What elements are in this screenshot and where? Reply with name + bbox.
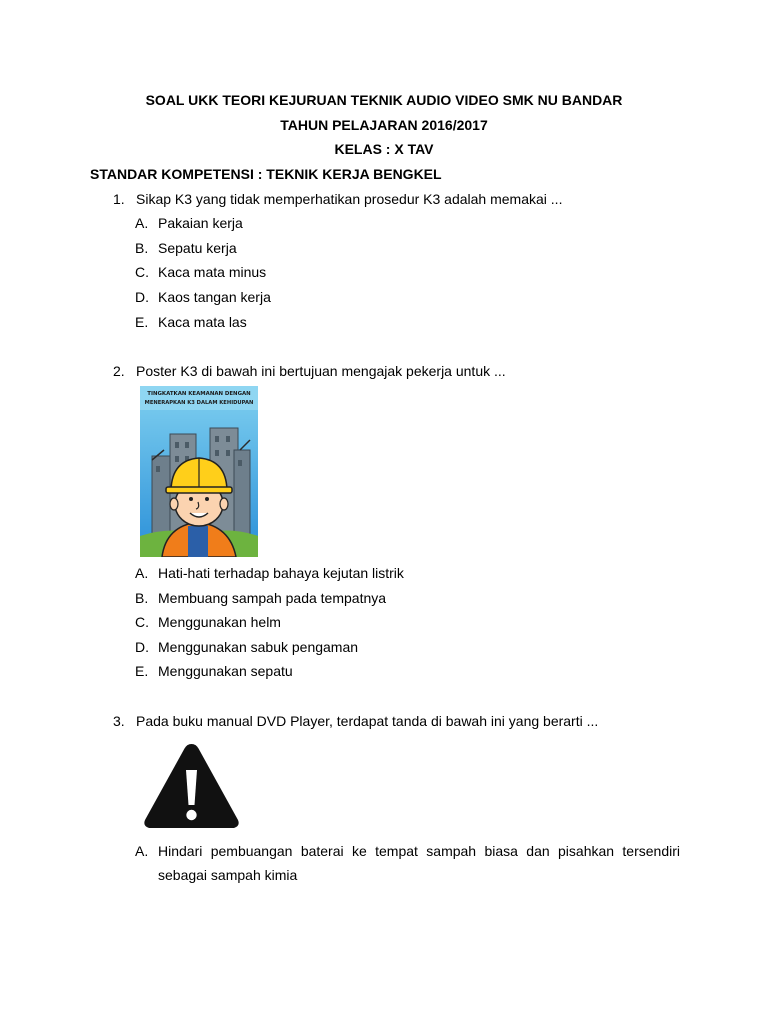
option-text: Kaca mata las	[158, 314, 247, 330]
title-line-3: KELAS : X TAV	[334, 141, 434, 157]
q1-option-b	[135, 240, 680, 256]
question-1	[113, 191, 683, 207]
question-number: 1.	[113, 191, 125, 207]
question-text: Pada buku manual DVD Player, terdapat tanda di bawah ini yang berarti ...	[136, 713, 599, 729]
option-letter: B.	[135, 590, 149, 606]
poster-caption-line-2: MENERAPKAN K3 DALAM KEHIDUPAN	[144, 400, 254, 406]
option-letter: E.	[135, 314, 149, 330]
competency-standard: STANDAR KOMPETENSI : TEKNIK KERJA BENGKEL	[90, 166, 442, 182]
option-text: Membuang sampah pada tempatnya	[158, 590, 387, 606]
option-text: Kaos tangan kerja	[158, 289, 271, 305]
option-text: Pakaian kerja	[158, 215, 243, 231]
option-text: Sepatu kerja	[158, 240, 237, 256]
option-letter: A.	[135, 565, 149, 581]
q1-option-c	[135, 264, 680, 280]
warning-triangle-icon	[142, 740, 241, 832]
title-line-2: TAHUN PELAJARAN 2016/2017	[280, 117, 488, 133]
option-text: Menggunakan helm	[158, 614, 281, 630]
option-letter: A.	[135, 843, 149, 859]
q2-option-e	[135, 663, 680, 679]
q1-option-d	[135, 289, 680, 305]
option-letter: B.	[135, 240, 149, 256]
question-3	[113, 713, 683, 729]
option-text: Menggunakan sepatu	[158, 663, 293, 679]
question-number: 2.	[113, 363, 125, 379]
option-letter: A.	[135, 215, 149, 231]
q1-option-a	[135, 215, 680, 231]
q2-option-b	[135, 590, 680, 606]
q1-option-e	[135, 314, 680, 330]
option-letter: C.	[135, 614, 149, 630]
q2-option-c	[135, 614, 680, 630]
q2-option-d	[135, 639, 680, 655]
q2-option-a	[135, 565, 680, 581]
option-letter: D.	[135, 639, 149, 655]
option-text: Menggunakan sabuk pengaman	[158, 639, 359, 655]
option-text: Hindari pembuangan baterai ke tempat sampah biasa dan pisahkan tersendiri sebagai sampah kimia	[158, 843, 680, 883]
question-text: Poster K3 di bawah ini bertujuan mengajak pekerja untuk ...	[136, 363, 506, 379]
option-text: Kaca mata minus	[158, 264, 267, 280]
question-2	[113, 363, 683, 379]
option-letter: C.	[135, 264, 149, 280]
option-letter: E.	[135, 663, 149, 679]
q3-option-a	[135, 839, 680, 887]
option-letter: D.	[135, 289, 149, 305]
question-number: 3.	[113, 713, 125, 729]
poster-caption-line-1: TINGKATKAN KEAMANAN DENGAN	[147, 391, 251, 397]
title-line-1: SOAL UKK TEORI KEJURUAN TEKNIK AUDIO VIDEO SMK NU BANDAR	[145, 92, 623, 108]
k3-safety-poster	[140, 386, 258, 557]
option-text: Hati-hati terhadap bahaya kejutan listrik	[158, 565, 404, 581]
question-text: Sikap K3 yang tidak memperhatikan prosedur K3 adalah memakai ...	[136, 191, 563, 207]
